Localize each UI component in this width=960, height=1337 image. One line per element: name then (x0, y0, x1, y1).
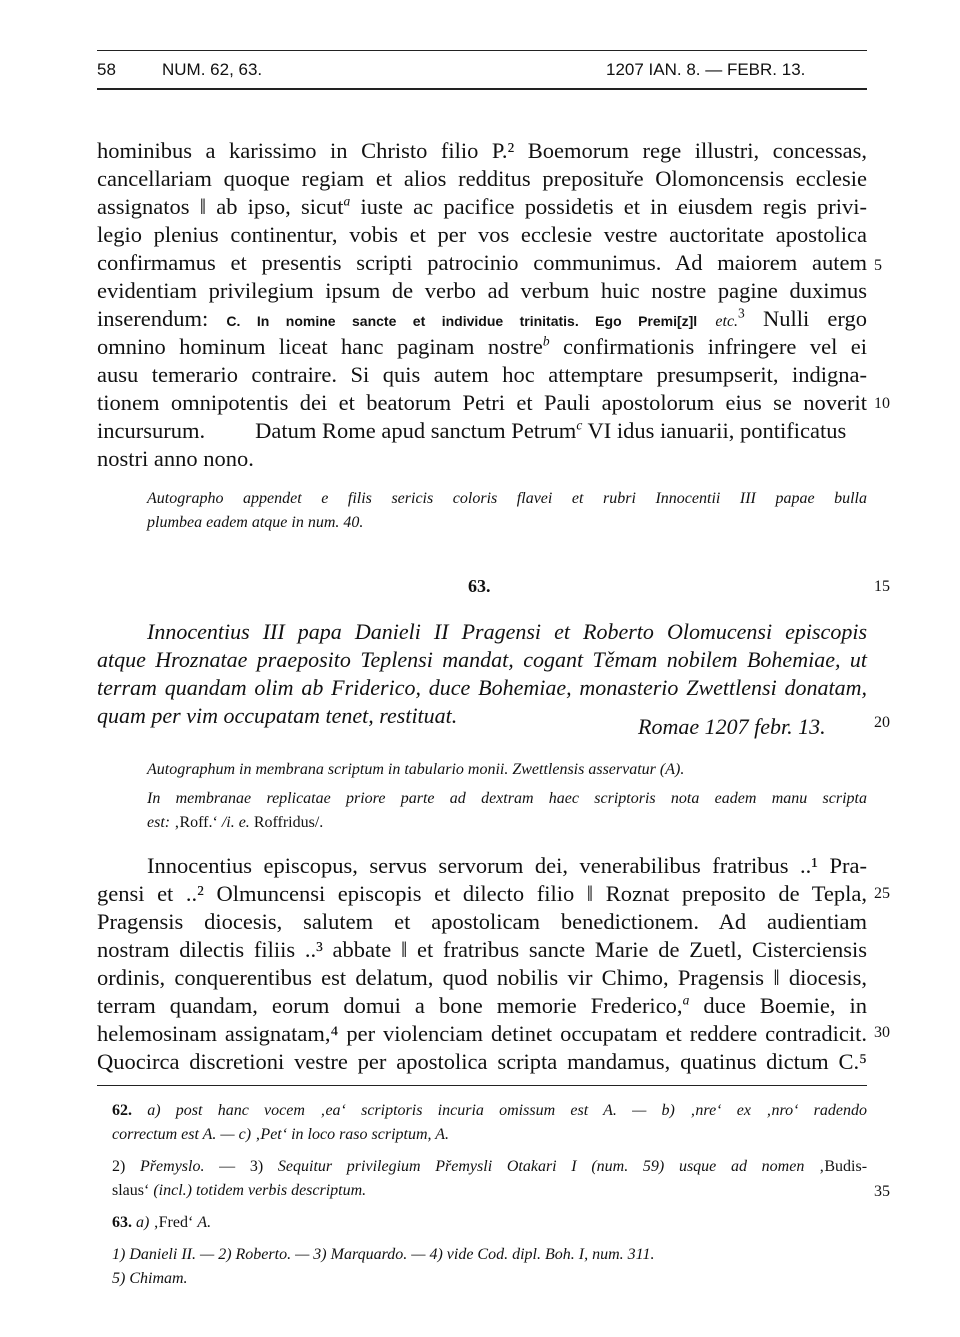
document-numbers: NUM. 62, 63. (162, 60, 263, 79)
text-line: ausu temerario contraire. Si quis autem hoc attemptare presumpserit, indigna- (97, 362, 867, 387)
footnote-62-a-cont: correctum est A. — c) ‚Pet‘ in loco raso scriptum, A. (112, 1126, 449, 1143)
text-line: nostri anno nono. (97, 446, 254, 471)
text-line: omnino hominum liceat hanc paginam nostre$^b$ confirmationis infringere vel ei (97, 333, 867, 359)
date-range: 1207 IAN. 8. — FEBR. 13. (606, 60, 806, 79)
text-line: assignatos ‖ ab ipso, sicut$^a$ iuste ac pacifice possidetis et in eiusdem regis privi- (97, 193, 867, 219)
text-line: ordinis, conquerentibus est delatum, quod nobilis vir Chimo, Pragensis ‖ diocesis, (97, 965, 867, 990)
margin-number: 30 (874, 1024, 890, 1041)
archive-note: Autographum in membrana scriptum in tabulario monii. Zwettlensis asservatur (A). (147, 761, 685, 778)
margin-number: 5 (874, 257, 882, 274)
date-place: Romae 1207 febr. 13. (638, 714, 826, 739)
margin-number: 35 (874, 1183, 890, 1200)
margin-number: 25 (874, 885, 890, 902)
text-line: Innocentius episcopus, servus servorum dei, venerabilibus fratribus ..¹ Pra- (147, 853, 867, 878)
footnote-62-2: 2) Přemyslo. — 3) Sequitur privilegium Přemysli Otakari I (num. 59) usque ad nomen ‚Budis- (112, 1158, 868, 1175)
footnote-63-list-cont: 5) Chimam. (112, 1270, 188, 1287)
margin-number: 10 (874, 395, 890, 412)
summary-line: Innocentius III papa Danieli II Pragensi et Roberto Olomucensi episcopis (147, 619, 867, 644)
scribe-note: In membranae replicatae priore parte ad dextram haec scriptoris nota eadem manu scripta (147, 790, 867, 807)
margin-number: 20 (874, 714, 890, 731)
footnote-rule (97, 1085, 867, 1086)
document-number: 63. (468, 576, 491, 596)
margin-number: 15 (874, 578, 890, 595)
summary-line: quam per vim occupatam tenet, restituat. (97, 703, 458, 728)
footnote-62-a: 62. a) post hanc vocem ‚ea‘ scriptoris incuria omissum est A. — b) ‚nre‘ ex ‚nro‘ radendo (112, 1102, 868, 1119)
text-line: inserendum: C. In nomine sancte et individue trinitatis. Ego Premi[z]l etc.$^3$ Nulli ergo (97, 305, 867, 331)
text-line: incursurum. Datum Rome apud sanctum Petrum$^c$ VI idus ianuarii, pontificatus (97, 417, 847, 443)
text-line: terram quandam, eorum domui a bone memorie Frederico,$^a$ duce Boemie, in (97, 992, 867, 1018)
page-number: 58 (97, 60, 116, 79)
text-line: tionem omnipotentis dei et beatorum Petri et Pauli apostolorum eius se noverit (97, 390, 867, 415)
footnote-62-2-cont: slaus‘ (incl.) totidem verbis descriptum. (112, 1182, 367, 1199)
footnote-63-list: 1) Danieli II. — 2) Roberto. — 3) Marquardo. — 4) vide Cod. dipl. Boh. I, num. 311. (112, 1246, 655, 1263)
text-line: Pragensis diocesis, salutem et apostolicam benedictionem. Ad audientiam (97, 909, 868, 934)
seal-note-cont: plumbea eadem atque in num. 40. (147, 514, 364, 531)
text-line: Quocirca discretioni vestre per apostolica scripta mandamus, quatinus dictum C.⁵ (97, 1049, 867, 1074)
summary-line: terram quandam olim ab Friderico, duce Bohemiae, monasterio Zwettlensi donatam, (97, 675, 867, 700)
text-line: confirmamus et presentis scripti patrocinio communimus. Ad maiorem autem (97, 250, 867, 275)
text-line: legio plenius continentur, vobis et per vos ecclesie vestre auctoritate apostolica (97, 222, 867, 247)
seal-note: Autographo appendet e filis sericis coloris flavei et rubri Innocentii III papae bulla (147, 490, 867, 507)
scribe-note-cont: est: ‚Roff.‘ /i. e. Roffridus/. (147, 814, 324, 831)
summary-line: atque Hroznatae praeposito Teplensi mandat, cogant Těmam nobilem Bohemiae, ut (97, 647, 867, 672)
header-top-rule (97, 50, 867, 51)
text-line: gensi et ..² Olmuncensi episcopis et dilecto filio ‖ Roznat preposito de Tepla, (97, 881, 867, 906)
footnote-63-a: 63. a) ‚Fred‘ A. (112, 1214, 212, 1231)
text-line: hominibus a karissimo in Christo filio P.² Boemorum rege illustri, concessas, (97, 138, 867, 163)
text-line: cancellariam quoque regiam et alios redditus preposituře Olomoncensis ecclesie (97, 166, 867, 191)
text-line: nostram dilectis filiis ..³ abbate ‖ et fratribus sancte Marie de Zuetl, Cisterciensis (97, 937, 867, 962)
header-bottom-rule (97, 88, 867, 90)
text-line: helemosinam assignatam,⁴ per violenciam detinet occupatam et reddere contradicit. (97, 1021, 867, 1046)
text-line: evidentiam privilegium ipsum de verbo ad verbum huic nostre pagine duximus (97, 278, 867, 303)
